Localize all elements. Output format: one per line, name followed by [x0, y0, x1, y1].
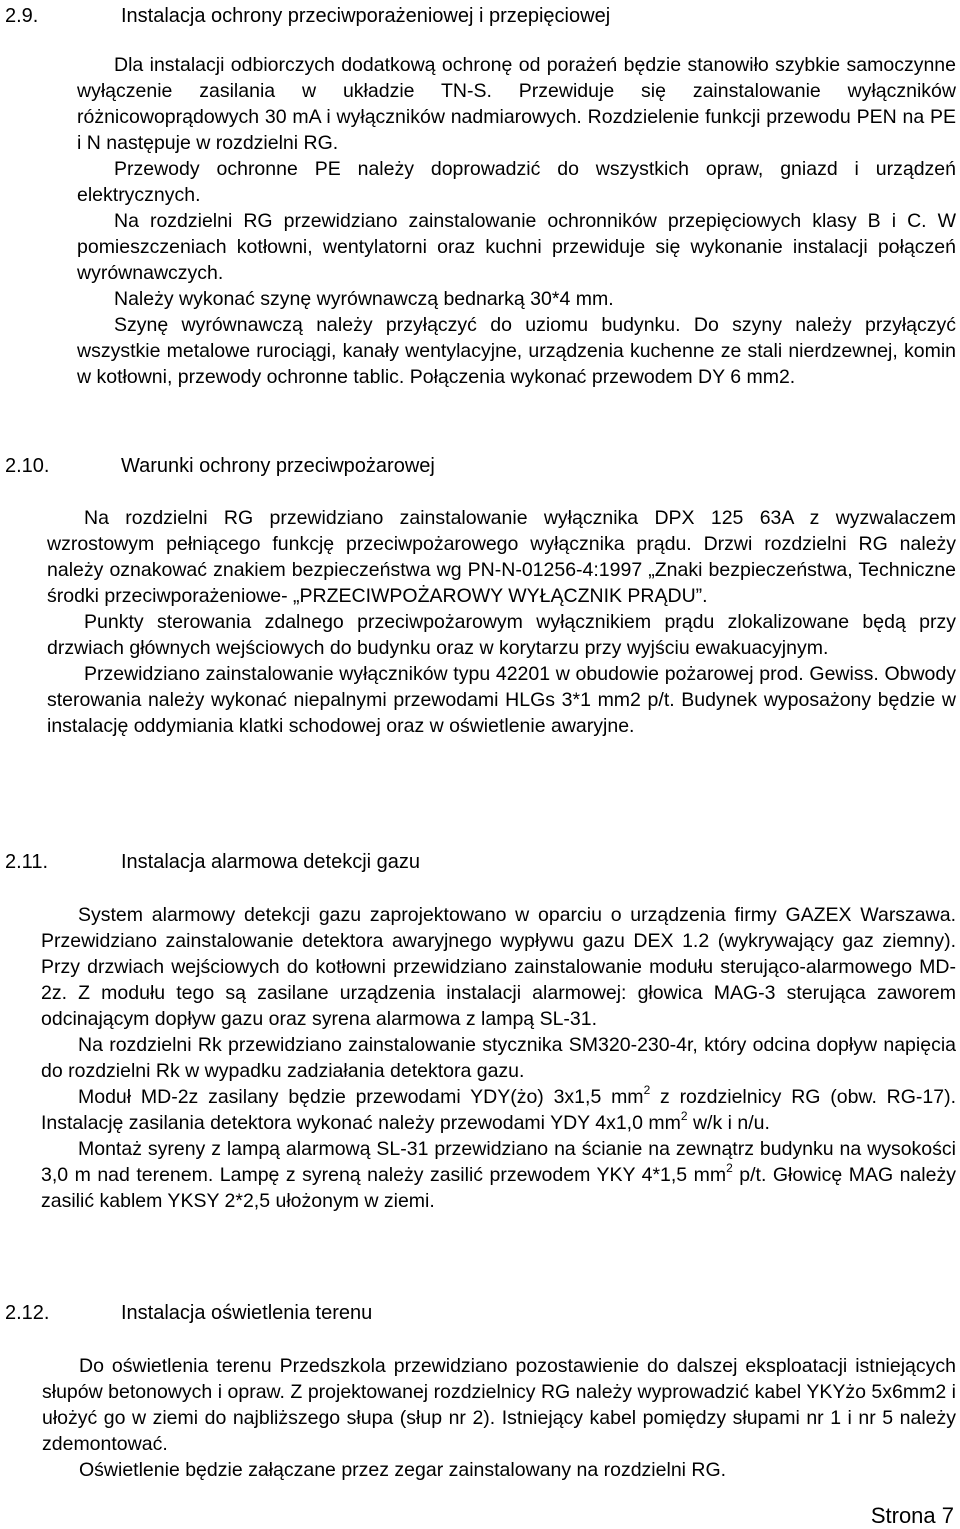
- paragraph: Należy wykonać szynę wyrównawczą bednarką 30*4 mm.: [114, 288, 614, 310]
- section-heading-2-11: [5, 850, 420, 874]
- paragraph: Dla instalacji odbiorczych dodatkową ochronę od porażeń będzie stanowiło szybkie samoczynne wyłączenie zasilania w układzie TN-S. Przewiduje się zainstalowanie wyłączników różnicowoprądowych 30 mA i wyłączników nadmiarowych. Rozdzielenie funkcji przewodu PEN na PE i N następuje w rozdzielni RG.: [77, 54, 956, 154]
- superscript: 2: [726, 1160, 733, 1175]
- paragraph: Do oświetlenia terenu Przedszkola przewidziano pozostawienie do dalszej eksploatacji istniejących słupów betonowych i opraw. Z projektowanej rozdzielnicy RG należy wyprowadzić kabel YKYżo 5x6mm2 i ułożyć go w ziemi do najbliższego słupa (słup nr 2). Istniejący kabel pomiędzy słupami nr 1 i nr 5 należy zdemontować.: [42, 1355, 956, 1455]
- section-title: Warunki ochrony przeciwpożarowej: [121, 455, 435, 477]
- page-number: Strona 7: [870, 1503, 954, 1528]
- superscript: 2: [680, 1108, 688, 1123]
- text-run: p/t. Głowicę MAG należy zasilić kablem YKSY 2*2,5 ułożonym w ziemi.: [41, 1164, 956, 1212]
- section-number: 2.11.: [5, 851, 48, 873]
- section-title: Instalacja oświetlenia terenu: [121, 1302, 373, 1324]
- paragraph: [41, 1136, 956, 1214]
- text-run: w/k i n/u.: [687, 1112, 770, 1134]
- paragraph: Na rozdzielni Rk przewidziano zainstalowanie stycznika SM320-230-4r, który odcina dopływ napięcia do rozdzielni Rk w wypadku zadziałania detektora gazu.: [41, 1034, 956, 1082]
- section-title: Instalacja alarmowa detekcji gazu: [121, 851, 421, 873]
- text-run: z rozdzielnicy RG (obw. RG-17). Instalację zasilania detektora wykonać należy przewodami YDY 4x1,0 mm: [41, 1086, 956, 1134]
- section-body-2-12: [42, 1353, 956, 1483]
- section-body-2-10: [47, 505, 956, 739]
- section-body-2-11: [41, 902, 956, 1214]
- text-run: Moduł MD-2z zasilany będzie przewodami YDY(żo) 3x1,5 mm: [78, 1086, 644, 1108]
- section-number: 2.10.: [5, 455, 50, 477]
- paragraph: Na rozdzielni RG przewidziano zainstalowanie wyłącznika DPX 125 63A z wyzwalaczem wzrostowym pełniącego funkcję przeciwpożarowego wyłącznika prądu. Drzwi rozdzielni RG należy należy oznakować znakiem bezpieczeństwa wg PN-N-01256-4:1997 „Znaki bezpieczeństwa, Techniczne środki przeciwporażeniowe- „PRZECIWPOŻAROWY WYŁĄCZNIK PRĄDU”.: [47, 507, 956, 607]
- section-body-2-9: [77, 52, 956, 390]
- superscript: 2: [643, 1082, 651, 1097]
- paragraph: System alarmowy detekcji gazu zaprojektowano w oparciu o urządzenia firmy GAZEX Warszawa. Przewidziano zainstalowanie detektora awaryjnego wypływu gazu DEX 1.2 (wykrywający gaz ziemny). Przy drzwiach wejściowych do kotłowni przewidziano zainstalowanie modułu sterująco-alarmowego MD-2z. Z modułu tego są zasilane urządzenia instalacji alarmowej: głowica MAG-3 sterująca zaworem odcinającym dopływ gazu oraz syrena alarmowa z lampą SL-31.: [41, 904, 956, 1030]
- section-number: 2.9.: [5, 5, 39, 27]
- text-run: Montaż syreny z lampą alarmową SL-31 przewidziano na ścianie na zewnątrz budynku na wysokości 3,0 m nad terenem. Lampę z syreną należy zasilić przewodem YKY 4*1,5 mm: [41, 1138, 956, 1186]
- paragraph: Punkty sterowania zdalnego przeciwpożarowym wyłącznikiem prądu zlokalizowane będą przy drzwiach głównych wejściowych do budynku oraz w korytarzu przy wyjściu ewakuacyjnym.: [47, 611, 956, 659]
- paragraph: [41, 1084, 956, 1136]
- section-heading-2-10: [5, 454, 435, 478]
- section-heading-2-9: [5, 4, 610, 28]
- paragraph: Przewidziano zainstalowanie wyłączników typu 42201 w obudowie pożarowej prod. Gewiss. Obwody sterowania należy wykonać niepalnymi przewodami HLGs 3*1 mm2 p/t. Budynek wyposażony będzie w instalację oddymiania klatki schodowej oraz w oświetlenie awaryjne.: [47, 663, 956, 737]
- section-number: 2.12.: [5, 1302, 50, 1324]
- paragraph: Przewody ochronne PE należy doprowadzić do wszystkich opraw, gniazd i urządzeń elektrycznych.: [77, 158, 956, 206]
- paragraph: Szynę wyrównawczą należy przyłączyć do uziomu budynku. Do szyny należy przyłączyć wszystkie metalowe rurociągi, kanały wentylacyjne, urządzenia kuchenne ze stali nierdzewnej, komin w kotłowni, przewody ochronne tablic. Połączenia wykonać przewodem DY 6 mm2.: [77, 314, 956, 388]
- section-heading-2-12: [5, 1301, 372, 1325]
- section-title: Instalacja ochrony przeciwporażeniowej i przepięciowej: [121, 5, 611, 27]
- paragraph: Oświetlenie będzie załączane przez zegar zainstalowany na rozdzielni RG.: [79, 1459, 727, 1481]
- paragraph: Na rozdzielni RG przewidziano zainstalowanie ochronników przepięciowych klasy B i C. W pomieszczeniach kotłowni, wentylatorni oraz kuchni przewiduje się wykonanie instalacji połączeń wyrównawczych.: [77, 210, 956, 284]
